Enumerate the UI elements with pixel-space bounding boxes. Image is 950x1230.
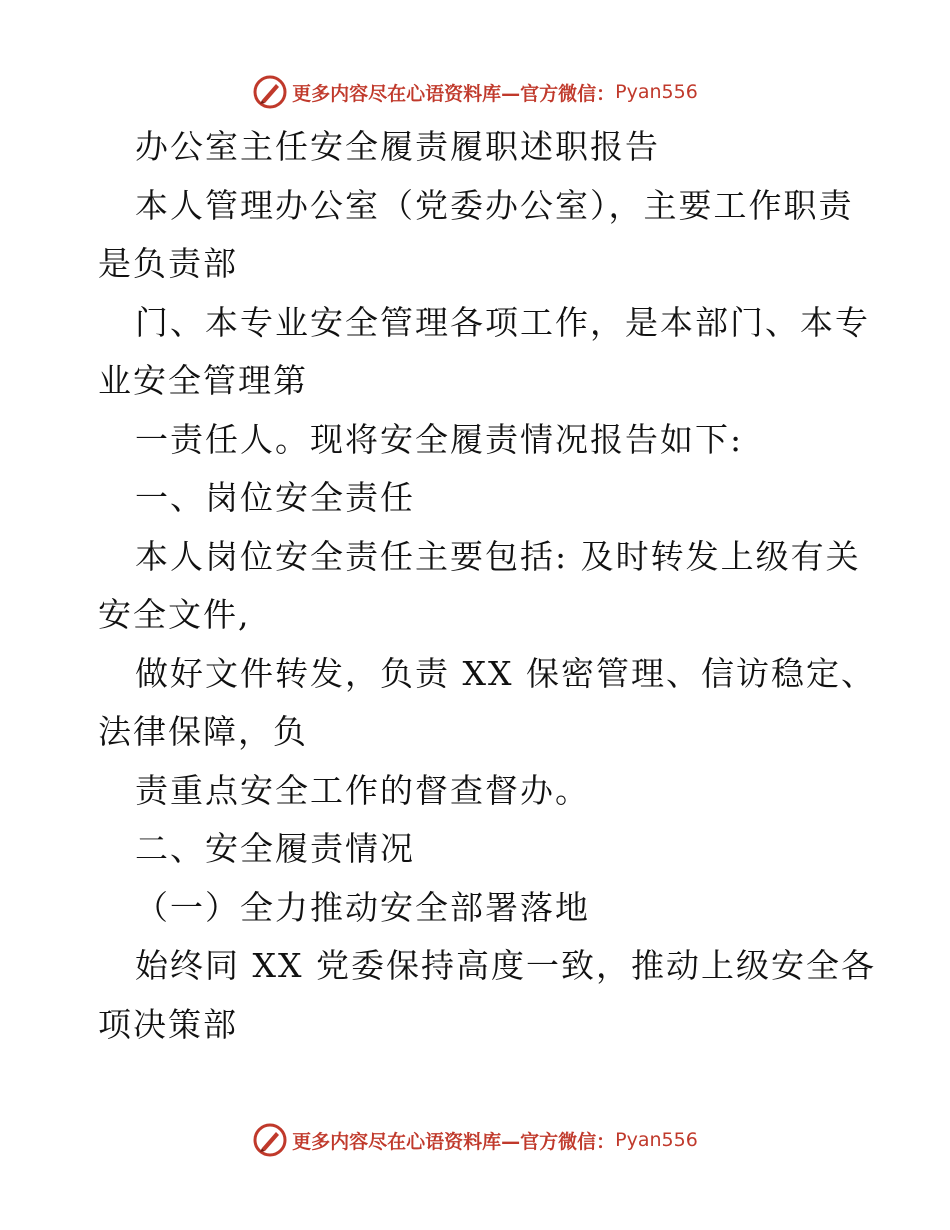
text-line: 办公室主任安全履责履职述职报告 bbox=[135, 127, 660, 166]
text-line: 一责任人。现将安全履责情况报告如下: bbox=[135, 419, 744, 459]
text-line: （一）全力推动安全部署落地 bbox=[135, 887, 590, 927]
text-line: 二、安全履责情况 bbox=[135, 829, 415, 868]
footer-watermark-banner bbox=[0, 1118, 950, 1162]
pen-logo-icon bbox=[252, 74, 288, 110]
text-line: 门、本专业安全管理各项工作，是本部门、本专 bbox=[135, 302, 870, 342]
header-watermark-banner bbox=[0, 70, 950, 114]
document-body bbox=[98, 118, 876, 1054]
text-line: 本人岗位安全责任主要包括: 及时转发上级有关 bbox=[135, 536, 861, 576]
text-line: 是负责部 bbox=[98, 244, 238, 283]
text-line: 始终同 XX 党委保持高度一致，推动上级安全各 bbox=[135, 946, 876, 985]
text-line: 本人管理办公室（党委办公室），主要工作职责 bbox=[135, 185, 854, 225]
banner-text: 更多内容尽在心语资料库—官方微信： bbox=[292, 82, 616, 105]
text-line: 责重点安全工作的督查督办。 bbox=[135, 770, 590, 810]
text-line: 一、岗位安全责任 bbox=[135, 478, 415, 517]
banner-contact: Pyan556 bbox=[615, 81, 698, 103]
text-line: 项决策部 bbox=[98, 1004, 238, 1044]
text-line: 做好文件转发，负责 XX 保密管理、信访稳定、 bbox=[135, 653, 876, 693]
text-line: 业安全管理第 bbox=[98, 361, 308, 400]
banner-text: 更多内容尽在心语资料库—官方微信： bbox=[292, 1130, 616, 1153]
text-line: 法律保障，负 bbox=[98, 712, 308, 751]
text-line: 安全文件, bbox=[98, 595, 251, 634]
banner-contact: Pyan556 bbox=[615, 1129, 698, 1151]
pen-logo-icon bbox=[252, 1122, 288, 1158]
